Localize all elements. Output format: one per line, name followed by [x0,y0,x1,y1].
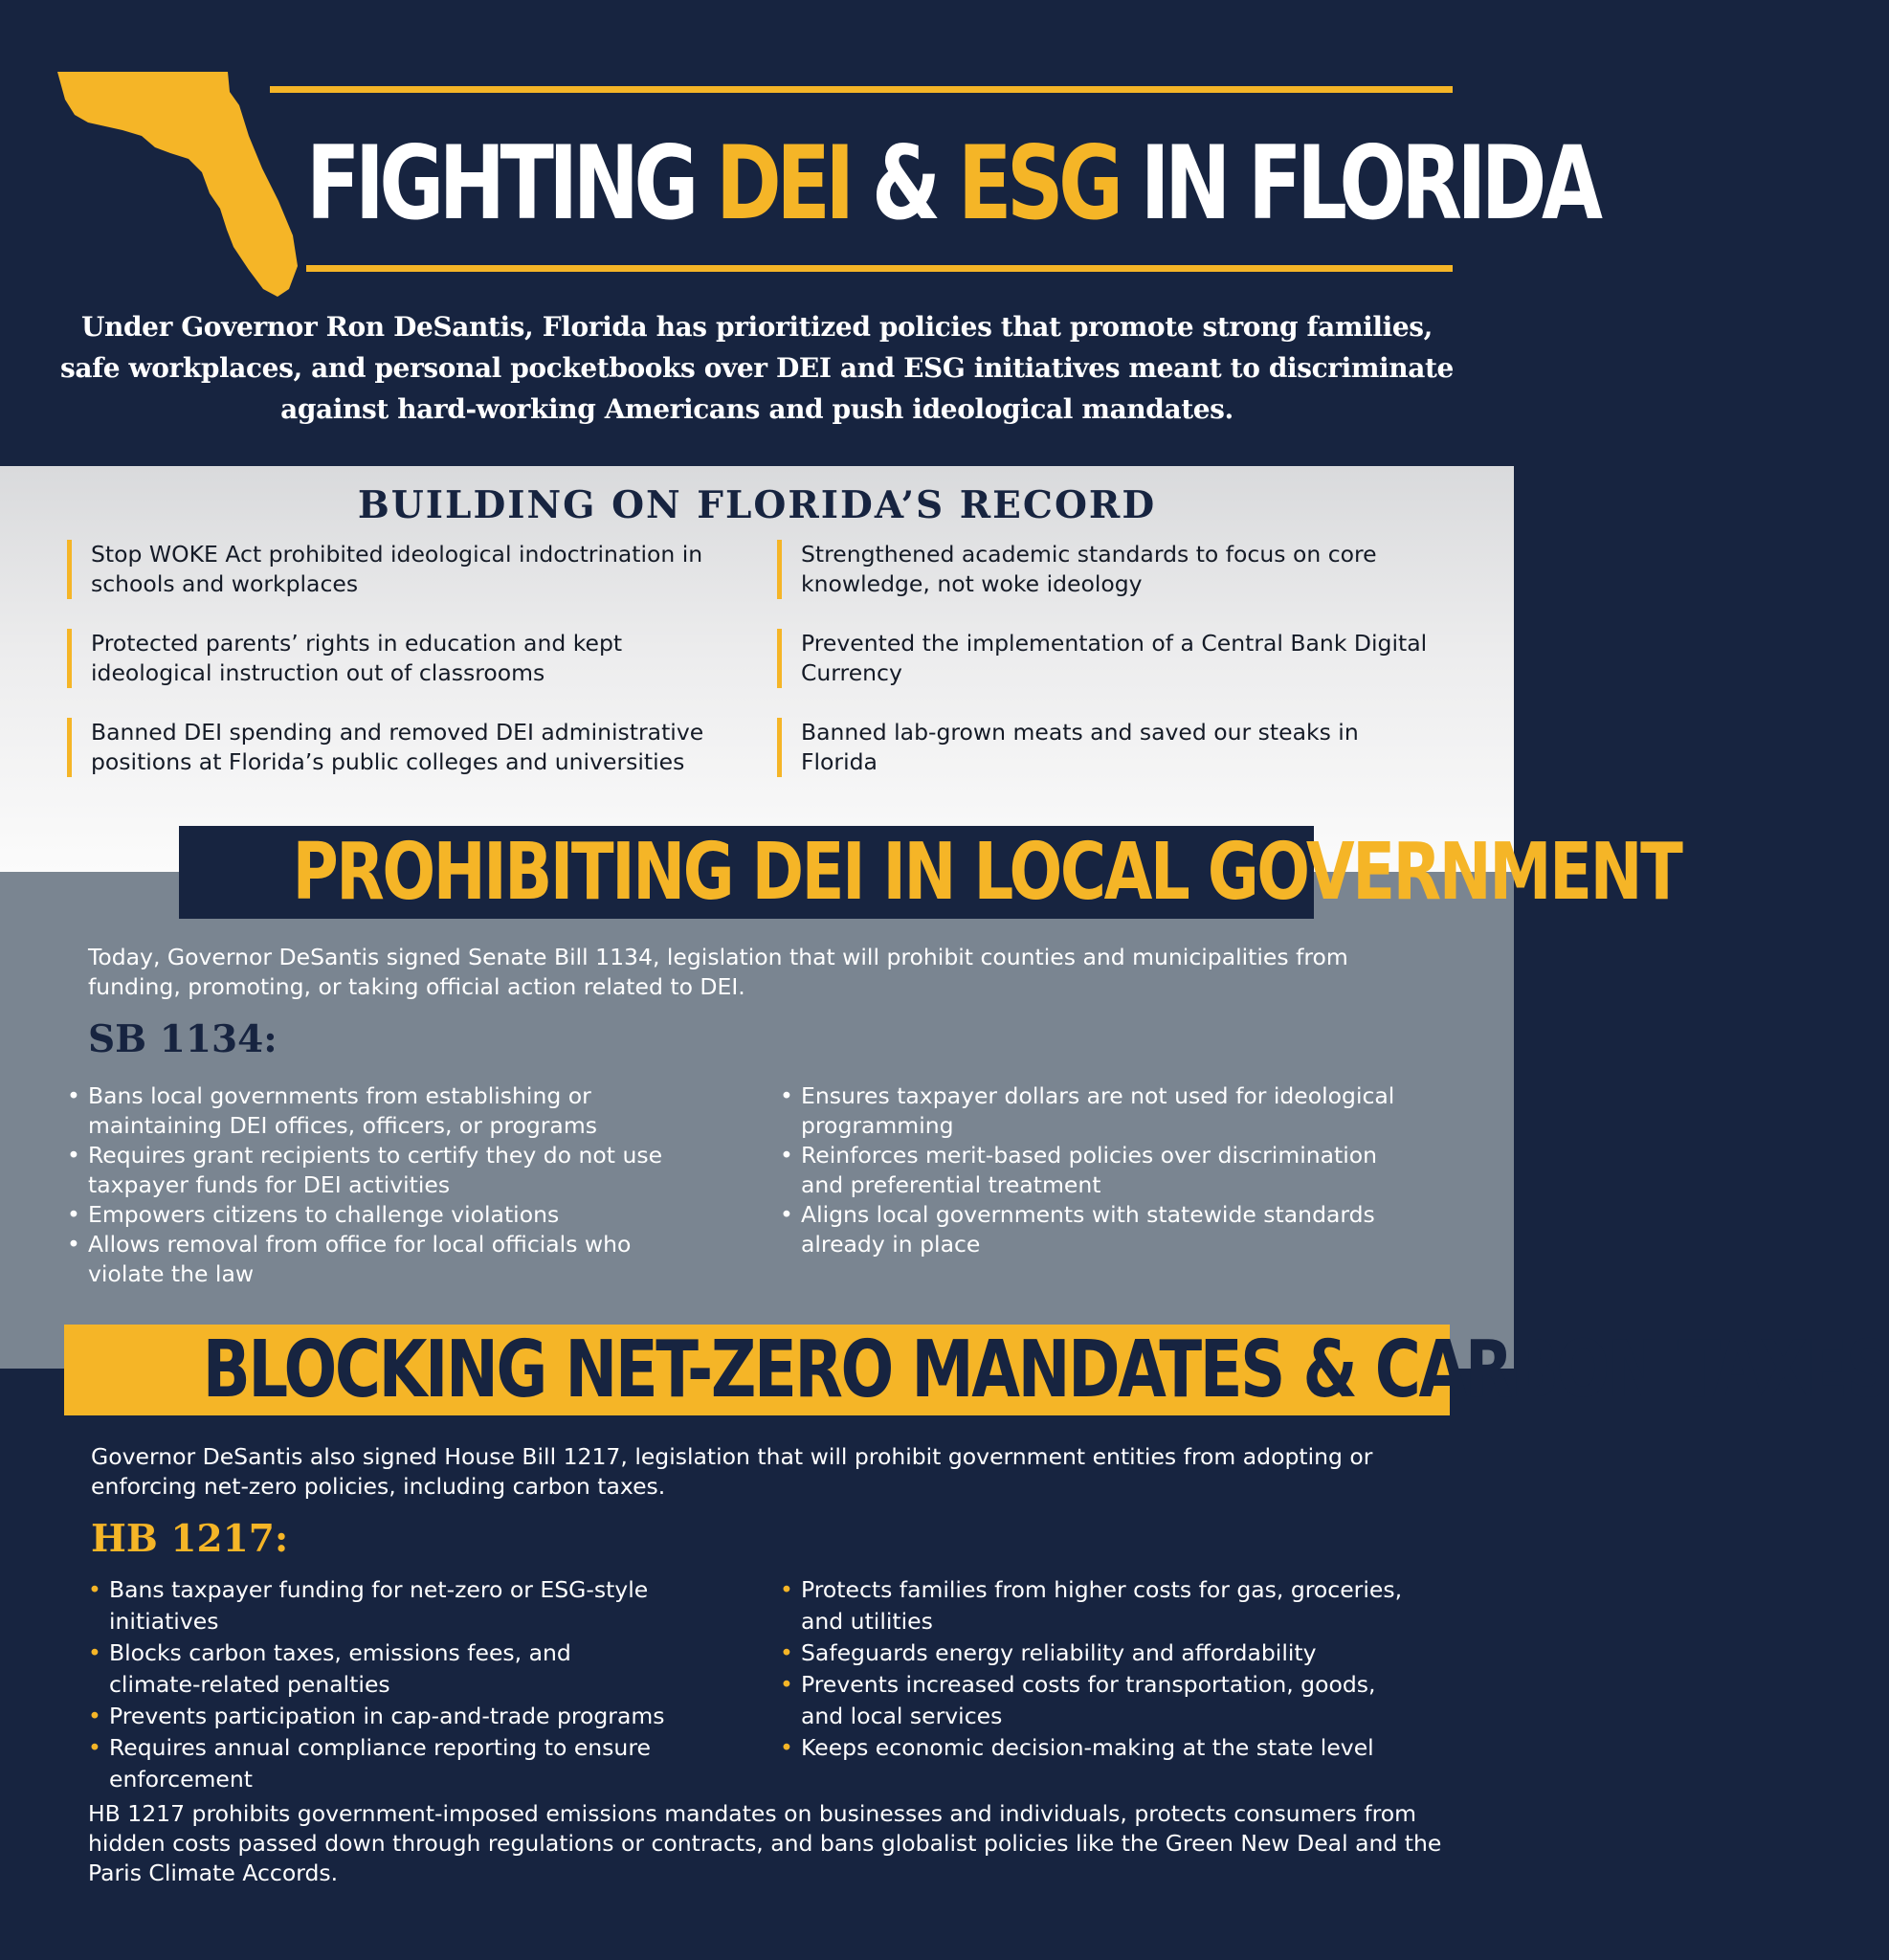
page-title: FIGHTING DEI & ESG IN FLORIDA [306,124,1598,242]
title-esg: ESG [957,124,1119,242]
header-section [0,0,1598,466]
list-item: • Prevents increased costs for transportation, goods, and local services [780,1669,1411,1732]
list-item: • Requires grant recipients to certify they do not use taxpayer funds for DEI activities [67,1141,670,1200]
list-item: • Blocks carbon taxes, emissions fees, and climate-related penalties [88,1637,664,1701]
list-item: • Empowers citizens to challenge violations [67,1200,670,1230]
record-item: Prevented the implementation of a Central Bank Digital Currency [777,629,1433,688]
list-item: • Protects families from higher costs for gas, groceries, and utilities [780,1574,1411,1637]
record-item: Banned lab-grown meats and saved our steaks in Florida [777,718,1433,777]
list-item: • Bans local governments from establishing or maintaining DEI offices, officers, or programs [67,1081,670,1141]
list-item: • Allows removal from office for local officials who violate the law [67,1230,670,1289]
title-dei: DEI [716,124,850,242]
list-item: • Keeps economic decision-making at the state level [780,1732,1411,1764]
title-bottom-rule [306,265,1453,272]
record-section [0,466,1514,872]
list-item: • Reinforces merit-based policies over discrimination and preferential treatment [780,1141,1411,1200]
list-item: • Ensures taxpayer dollars are not used for ideological programming [780,1081,1411,1141]
list-item: • Prevents participation in cap-and-trade programs [88,1701,758,1732]
record-item: Banned DEI spending and removed DEI administrative positions at Florida’s public colleges and universities [67,718,722,777]
florida-map-icon [56,67,304,301]
intro-paragraph: Under Governor Ron DeSantis, Florida has prioritized policies that promote strong families, safe workplaces, and personal pocketbooks over DEI and ESG initiatives meant to discriminate against hard-working Americans and push ideological mandates. [60,311,1454,425]
record-heading: BUILDING ON FLORIDA’S RECORD [357,483,1157,527]
net-zero-banner [64,1325,1889,1415]
list-item: • Bans taxpayer funding for net-zero or ESG-style initiatives [88,1574,758,1637]
sb-1134-heading: SB 1134: [88,1017,278,1061]
record-item: Strengthened academic standards to focus on core knowledge, not woke ideology [777,540,1433,599]
hb-1217-list-left [88,1574,758,1795]
list-item: • Requires annual compliance reporting to ensure enforcement [88,1732,664,1795]
dei-banner-title: PROHIBITING DEI IN LOCAL GOVERNMENT [292,827,1681,918]
list-item: • Safeguards energy reliability and affordability [780,1637,1411,1669]
record-item: Stop WOKE Act prohibited ideological indoctrination in schools and workplaces [67,540,722,599]
net-zero-banner-title: BLOCKING NET-ZERO MANDATES & CARBON TAXES [202,1325,1889,1415]
sb-1134-list-left [67,1081,670,1289]
list-item: • Aligns local governments with statewide standards already in place [780,1200,1411,1259]
title-top-rule [270,86,1453,93]
sb-1134-list-right [780,1081,1411,1259]
closing-paragraph: HB 1217 prohibits government-imposed emissions mandates on businesses and individuals, protects consumers from hidden costs passed down through regulations or contracts, and bans globalist policies like the Green New Deal and the Paris Climate Accords. [88,1800,1442,1886]
dei-banner [179,826,1681,919]
record-item: Protected parents’ rights in education and kept ideological instruction out of classrooms [67,629,722,688]
net-zero-intro: Governor DeSantis also signed House Bill 1217, legislation that will prohibit government entities from adopting or enforcing net-zero policies, including carbon taxes. [91,1443,1373,1500]
hb-1217-list-right [780,1574,1411,1764]
hb-1217-heading: HB 1217: [91,1517,289,1561]
dei-intro: Today, Governor DeSantis signed Senate Bill 1134, legislation that will prohibit counties and municipalities from funding, promoting, or taking official action related to DEI. [88,944,1348,1000]
